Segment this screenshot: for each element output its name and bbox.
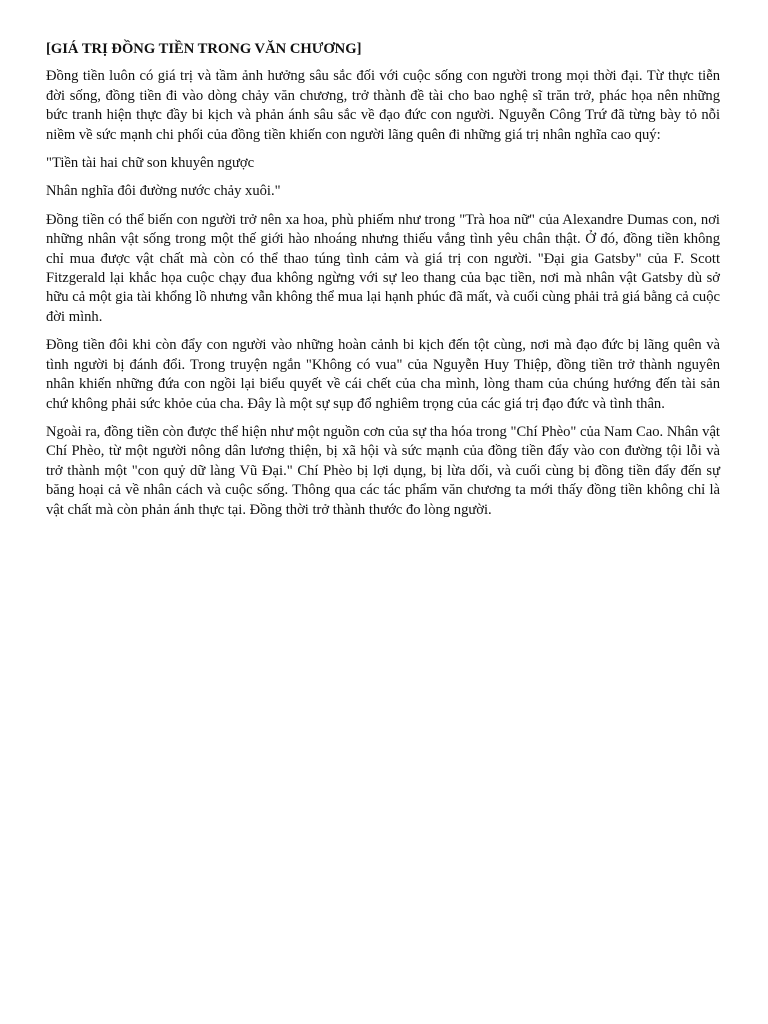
paragraph-khong-co-vua: Đồng tiền đôi khi còn đẩy con người vào những hoàn cảnh bi kịch đến tột cùng, nơi mà đạo đức bị lãng quên và tình người bị đánh đổi. Trong truyện ngắn "Không có vua" của Nguyễn Huy Thiệp, đồng tiền trở thành nguyên nhân khiến những đứa con ngồi lại biểu quyết về cái chết của cha mình, lòng tham của chúng hướng đến tài sản chứ không phải sức khỏe của cha. Đây là một sự sụp đổ nghiêm trọng của các giá trị đạo đức và tình thân. bbox=[46, 337, 720, 412]
document-title: [GIÁ TRỊ ĐỒNG TIỀN TRONG VĂN CHƯƠNG] bbox=[46, 41, 362, 57]
paragraph-intro: Đồng tiền luôn có giá trị và tầm ảnh hưởng sâu sắc đối với cuộc sống con người trong mọi thời đại. Từ thực tiễn đời sống, đồng tiền đi vào dòng chảy văn chương, trở thành đề tài cho bao nghệ sĩ trăn trở, phác họa nên những bức tranh hiện thực đầy bi kịch và phản ánh sâu sắc về đạo đức con người. Nguyễn Công Trứ đã từng bày tỏ nỗi niềm về sức mạnh chi phối của đồng tiền khiến con người lãng quên đi những giá trị nhân nghĩa cao quý: bbox=[46, 68, 720, 143]
document-page bbox=[46, 40, 720, 529]
paragraph-chi-pheo: Ngoài ra, đồng tiền còn được thể hiện như một nguồn cơn của sự tha hóa trong "Chí Phèo" của Nam Cao. Nhân vật Chí Phèo, từ một người nông dân lương thiện, bị xã hội và sức mạnh của đồng tiền đẩy vào con đường tội lỗi và trở thành một "con quỷ dữ làng Vũ Đại." Chí Phèo bị lợi dụng, bị lừa dối, và cuối cùng bị đồng tiền đẩy đến sự băng hoại cả về nhân cách và cuộc sống. Thông qua các tác phẩm văn chương ta mới thấy đồng tiền không chỉ là vật chất mà còn phản ánh thực tại. Đồng thời trở thành thước đo lòng người. bbox=[46, 423, 720, 518]
quote-line-1: "Tiền tài hai chữ son khuyên ngược bbox=[46, 155, 255, 172]
quote-line-2: Nhân nghĩa đôi đường nước chảy xuôi." bbox=[46, 183, 281, 200]
paragraph-dumas-gatsby: Đồng tiền có thể biến con người trở nên xa hoa, phù phiếm như trong "Trà hoa nữ" của Alexandre Dumas con, nơi những nhân vật sống trong một thế giới hào nhoáng nhưng thiếu vắng tình yêu chân thật. Ở đó, đồng tiền không chỉ mua được vật chất mà còn có thể thao túng tình cảm và giá trị con người. "Đại gia Gatsby" của F. Scott Fitzgerald lại khắc họa cuộc chạy đua không ngừng với sự leo thang của bạc tiền, nơi mà nhân vật Gatsby dù sở hữu cả một gia tài khổng lồ nhưng vẫn không thể mua lại hạnh phúc đã mất, và cuối cùng phải trả giá bằng cả cuộc đời mình. bbox=[46, 211, 720, 325]
